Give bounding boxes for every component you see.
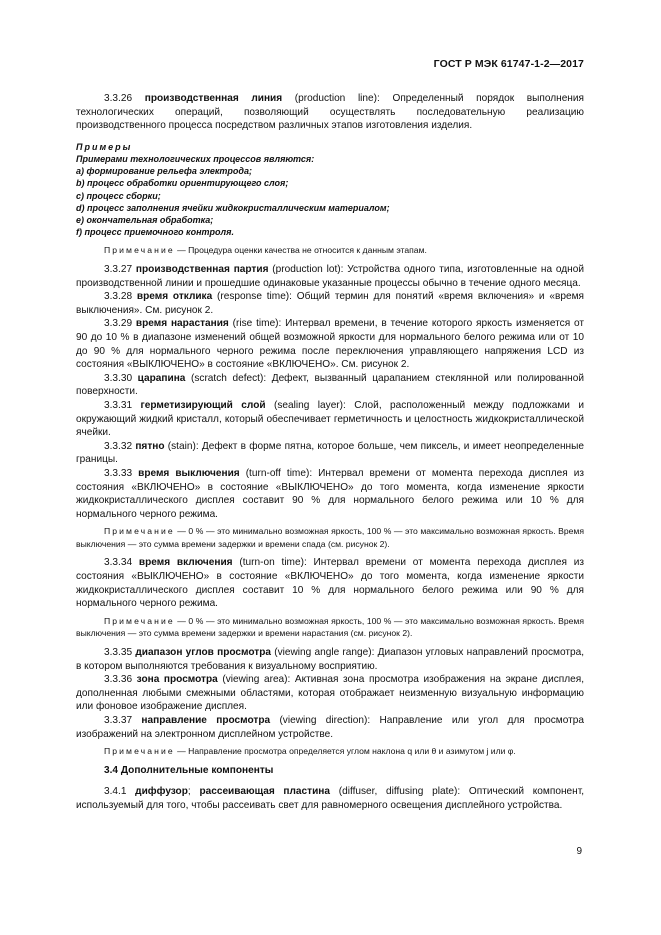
term-3-3-32: 3.3.32 пятно (stain): Дефект в форме пятна, которое больше, чем пиксель, и имеет неопределенные границы. [76,440,584,466]
term-3-3-34: 3.3.34 время включения (turn-on time): Интервал времени от момента перехода дисплея из состояния «ВЫКЛЮЧЕНО» в состояние «ВКЛЮЧЕНО» до того момента, когда изменение яркости жидкокристаллического дисплея составит 10 % для нормального белого режима или 90 % для нормального черного режима. [76,557,584,610]
term-title: время отклика [136,291,213,303]
examples-intro: Примерами технологических процессов являются: [76,153,315,164]
example-item: c) процесс сборки; [76,190,161,201]
term-title: диффузор [135,786,188,798]
term-3-3-36: 3.3.36 зона просмотра (viewing area): Активная зона просмотра изображения на экране дисплея, дополненная любыми смежными областями, которая отображает неизменную визуальную информацию или фоновое изображение дисплея. [76,674,584,713]
example-item: d) процесс заполнения ячейки жидкокристаллическим материалом; [76,202,390,213]
term-3-3-31: 3.3.31 герметизирующий слой (sealing layer): Слой, расположенный между подложками и окружающий жидкий кристалл, который обеспечивает герметичность и целостность жидкокристаллической ячейки. [76,399,584,439]
note-2: Примечание — 0 % — это минимально возможная яркость, 100 % — это максимально возможная яркость. Время выключения — это сумма времени задержки и времени спада (см. рисунок 2). [76,526,584,549]
term-3-4-1: 3.4.1 диффузор; рассеивающая пластина (diffuser, diffusing plate): Оптический компонент, используемый для того, чтобы рассеивать свет для равномерного освещения дисплейного устройства. [76,786,585,811]
page-content [76,92,584,813]
term-title: диапазон углов просмотра [135,647,271,659]
term-title: направление просмотра [141,715,271,726]
example-item: a) формирование рельефа электрода; [76,166,252,177]
term-3-3-33: 3.3.33 время выключения (turn-off time): Интервал времени от момента перехода дисплея из состояния «ВКЛЮЧЕНО» в состояние «ВЫКЛЮЧЕНО» до того момента, когда изменение яркости жидкокристаллического дисплея составит 90 % для нормального белого режима или 10 % для нормального черного режима. [76,467,585,520]
note-4: Примечание — Направление просмотра определяется углом наклона q или θ и азимутом j или φ. [104,746,516,757]
examples-title: Примеры [76,141,133,152]
example-item: f) процесс приемочного контроля. [76,227,234,238]
examples-block [76,141,584,239]
term-title: производственная линия [144,93,283,104]
example-item: b) процесс обработки ориентирующего слоя; [76,178,289,189]
term-title: пятно [135,440,165,452]
term-3-3-27: 3.3.27 производственная партия (production lot): Устройства одного типа, изготовленные на одной производственной линии и прошедшие одинаковые указанные процессы обычно в течение одного месяца. [76,264,584,289]
term-title: производственная партия [135,264,269,275]
section-heading: 3.4 Дополнительные компоненты [104,764,274,776]
note-1: Примечание — Процедура оценки качества не относится к данным этапам. [104,245,427,256]
page-number: 9 [576,846,582,857]
term-title-alt: рассеивающая пластина [199,786,331,798]
term-title: герметизирующий слой [140,399,266,411]
term-3-3-35: 3.3.35 диапазон углов просмотра (viewing angle range): Диапазон угловых направлений просмотра, в котором выполняются требования к визуальному восприятию. [76,647,585,672]
document-header: ГОСТ Р МЭК 61747-1-2—2017 [433,58,584,70]
note-3: Примечание — 0 % — это минимально возможная яркость, 100 % — это максимально возможная яркость. Время выключения — это сумма времени задержки и времени нарастания (см. рисунок 2). [76,615,584,639]
term-3-3-29: 3.3.29 время нарастания (rise time): Интервал времени, в течение которого яркость изменяется от 90 до 10 % в диапазоне изменений общей возможной яркости для нормального белого режима или от 10 до 90 % для нормального черного режима после переключения управляющего напряжения LCD из состояния «ВЫКЛЮЧЕНО» в состояние «ВКЛЮЧЕНО». См. рисунок 2. [76,318,585,371]
term-title: зона просмотра [136,674,218,686]
term-title: время выключения [138,467,240,479]
term-title: время включения [138,557,233,569]
term-3-3-28: 3.3.28 время отклика (response time): Общий термин для понятий «время включения» и «время выключения». См. рисунок 2. [76,291,584,316]
example-item: e) окончательная обработка; [76,215,214,225]
term-3-3-37: 3.3.37 направление просмотра (viewing direction): Направление или угол для просмотра изображений на электронном дисплейном устройстве. [76,715,584,740]
term-title: царапина [137,372,186,384]
term-title: время нарастания [135,318,229,330]
term-3-3-26: 3.3.26 производственная линия (production line): Определенный порядок выполнения технологических операций, позволяющий осуществлять последовательную реализацию производственного процесса посредством различных этапов изготовления изделия. [76,93,584,132]
term-3-3-30: 3.3.30 царапина (scratch defect): Дефект, вызванный царапанием стеклянной или полированной поверхности. [76,372,584,398]
